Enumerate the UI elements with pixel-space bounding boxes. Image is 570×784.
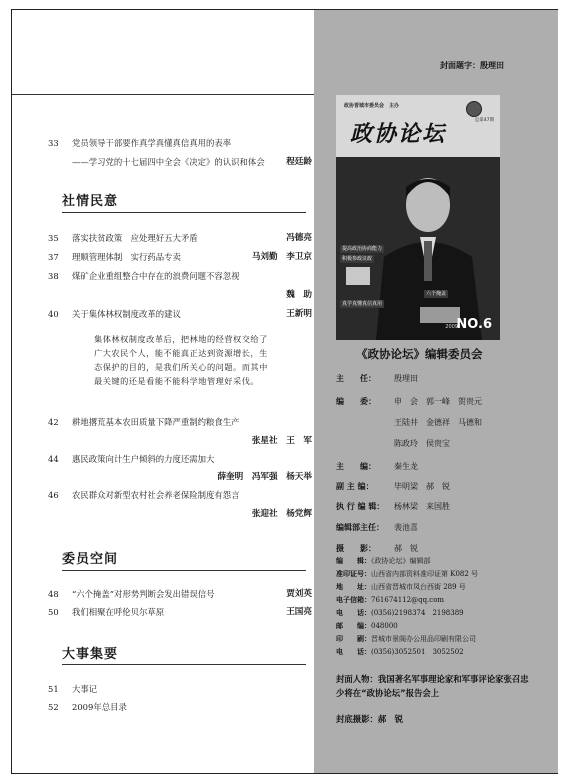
committee-names: 申 会 郭一峰 贺贵元 (394, 397, 482, 406)
toc-page-number: 37 (48, 252, 59, 262)
calligraphy-credit: 封面题字：殷理田 (440, 61, 504, 70)
email-link[interactable]: 761674112@qq.com (371, 596, 445, 604)
publishing-row[interactable]: 电子信箱：761674112@qq.com (336, 596, 445, 604)
toc-item[interactable] (48, 309, 312, 320)
committee-names: 王陆井 金德祥 马德和 (394, 418, 482, 427)
publishing-row: 印 刷：晋城市景阁办公用品印刷有限公司 (336, 635, 476, 643)
back-photo-credit: 封底摄影：郝 锐 (336, 714, 403, 724)
toc-page-number: 42 (48, 417, 59, 427)
publishing-row: 电 话：(0356)3052501 3052502 (336, 648, 464, 656)
toc-page-number: 48 (48, 589, 59, 599)
committee-role: 编 委： (336, 397, 376, 406)
committee-role: 副 主 编： (336, 482, 374, 491)
section-title: 委员空间 (62, 552, 119, 567)
toc-page-number: 40 (48, 309, 59, 319)
toc-page-number: 50 (48, 607, 59, 617)
toc-author: 马刘勤 李卫京 (251, 252, 312, 262)
publishing-row: 编 辑：《政协论坛》编辑部 (336, 557, 431, 565)
toc-title: 我们相聚在呼伦贝尔草原 (72, 607, 165, 617)
table-of-contents (12, 9, 314, 774)
committee-role: 主 任： (336, 374, 376, 383)
committee-title: 《政协论坛》编辑委员会 (356, 347, 483, 361)
cover-person-caption: 封面人物：我国著名军事理论家和军事评论家张召忠少将在“政协论坛”报告会上 (336, 674, 529, 698)
cover-issue-number: 总第47期 (474, 118, 494, 123)
toc-page-number: 52 (48, 702, 59, 712)
toc-author: 王新明 (286, 309, 312, 319)
toc-title: 煤矿企业重组整合中存在的浪费问题不容忽视 (72, 271, 240, 281)
cover-issue: NO.6 (456, 317, 492, 332)
masthead-panel (314, 10, 558, 773)
committee-role: 主 编： (336, 462, 376, 471)
section-rule (62, 570, 306, 571)
committee-names: 毕明梁 郝 锐 (394, 482, 450, 491)
publishing-row: 电 话：(0356)2198374 2198389 (336, 609, 464, 617)
toc-page-number: 35 (48, 233, 59, 243)
committee-names: 陈政玲 侯贵宝 (394, 439, 450, 448)
toc-title: 惠民政策向计生户倾斜的力度还需加大 (72, 454, 215, 464)
toc-item[interactable] (48, 454, 312, 484)
committee-names: 杨林梁 来国胜 (394, 502, 450, 511)
committee-row (336, 372, 536, 394)
toc-item[interactable] (48, 589, 312, 600)
toc-title: “六个掩盖”对形势判断会发出错误信号 (72, 589, 215, 599)
toc-title: 党员领导干部要作真学真懂真信真用的表率 (72, 138, 232, 148)
toc-title: 2009年总目录 (72, 702, 127, 712)
toc-author: 魏 助 (286, 290, 312, 300)
committee-names: 秦生龙 (394, 462, 418, 471)
cover-headline: 提高政治协商能力 (342, 246, 383, 252)
toc-author: 程廷龄 (286, 157, 312, 167)
committee-role: 编辑部主任： (336, 523, 384, 532)
cover-headline: 六个掩盖 (426, 291, 447, 297)
cover-headline: 真学真懂真信真用 (342, 301, 383, 307)
cover-header (336, 95, 500, 157)
toc-item[interactable] (72, 157, 312, 168)
emblem-icon (466, 101, 482, 117)
section-rule (62, 212, 306, 213)
toc-page-number: 46 (48, 490, 59, 500)
toc-item[interactable] (48, 702, 312, 713)
publishing-row: 地 址：山西省晋城市凤台西街 289 号 (336, 583, 466, 591)
committee-names: 裴池喜 (394, 523, 418, 532)
toc-item[interactable] (48, 607, 312, 618)
toc-subtitle: ——学习党的十七届四中全会《决定》的认识和体会 (72, 157, 265, 167)
toc-author: 冯德亮 (286, 233, 312, 243)
toc-page-number: 51 (48, 684, 59, 694)
cover-headline: 积极参政议政 (342, 256, 373, 262)
committee-names: 郝 锐 (394, 544, 418, 553)
toc-item[interactable] (48, 252, 312, 263)
toc-item[interactable] (48, 684, 312, 695)
section-title: 大事集要 (62, 647, 119, 662)
cover-title: 政协论坛 (350, 121, 447, 147)
committee-names: 殷理田 (394, 374, 418, 383)
top-rule (12, 94, 314, 95)
toc-page-number: 38 (48, 271, 59, 281)
section-rule (62, 664, 306, 665)
cover-thumbnail[interactable] (336, 95, 500, 340)
toc-item[interactable] (48, 490, 312, 520)
section-title: 社情民意 (62, 194, 119, 209)
toc-title: 理顺管理体制 实行药品专卖 (72, 252, 181, 262)
publishing-row: 邮 编：048000 (336, 622, 398, 630)
committee-role: 执 行 编 辑： (336, 502, 385, 511)
cover-organizer: 政协晋城市委员会 主办 (344, 103, 400, 109)
toc-title: 大事记 (72, 684, 98, 694)
toc-item[interactable] (48, 417, 312, 447)
cover-year: 2009 (445, 324, 458, 330)
toc-title: 落实扶贫政策 应处理好五大矛盾 (72, 233, 198, 243)
toc-title: 关于集体林权制度改革的建议 (72, 309, 181, 319)
toc-author: 王国亮 (286, 607, 312, 617)
toc-author: 薛奎明 冯军强 杨天举 (217, 472, 312, 482)
toc-author: 张迎社 杨党辉 (251, 509, 312, 519)
toc-item[interactable] (48, 138, 312, 149)
toc-author: 张星社 王 军 (251, 436, 312, 446)
article-excerpt: 集体林权制度改革后，把林地的经营权交给了广大农民个人，能不能真正达到资源增长，生态保护的目的，是我们所关心的问题。而其中最关键的还是看能不能科学地管理好采伐。 (94, 334, 268, 386)
toc-author: 贾刘英 (286, 589, 312, 599)
toc-page-number: 44 (48, 454, 59, 464)
committee-role: 摄 影： (336, 544, 376, 553)
toc-item[interactable] (48, 271, 312, 301)
publishing-row: 准印证号：山西省内部资料准印证第 K082 号 (336, 570, 479, 578)
toc-item[interactable] (48, 233, 312, 244)
toc-title: 农民群众对新型农村社会养老保险制度有怨言 (72, 490, 240, 500)
toc-page-number: 33 (48, 138, 59, 148)
toc-title: 耕地撂荒基本农田质量下降严重制约粮食生产 (72, 417, 240, 427)
